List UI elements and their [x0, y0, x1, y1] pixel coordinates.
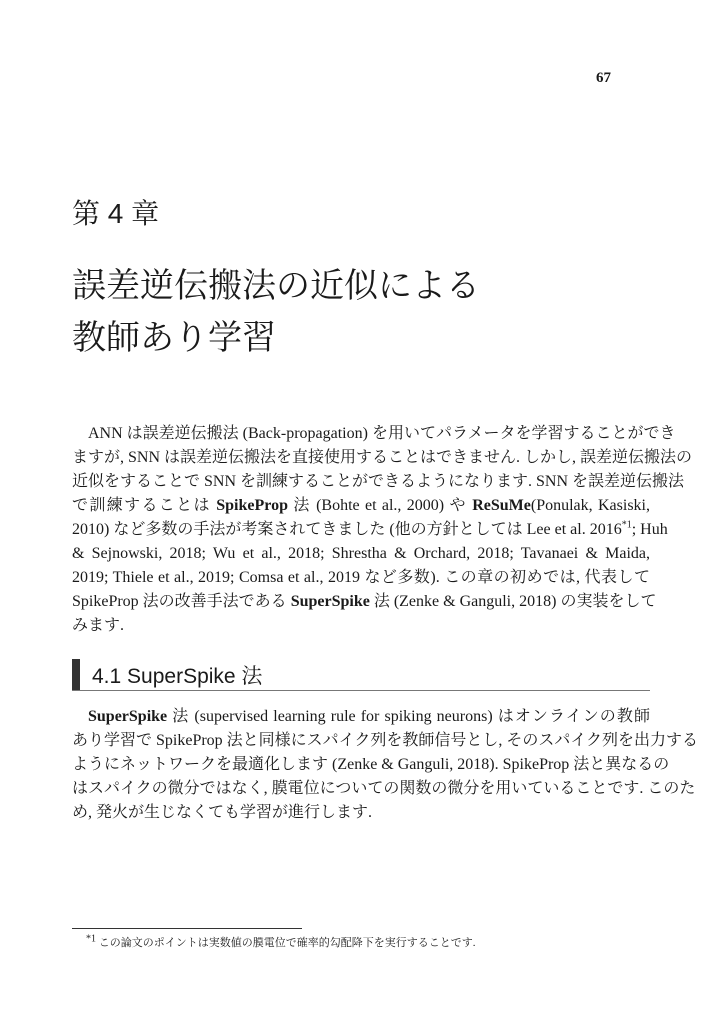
text-line — [72, 470, 685, 494]
text-segment: (Ponulak, Kasiski, — [530, 497, 650, 514]
text-segment: みます. — [72, 617, 125, 634]
text-segment: で訓練することは — [72, 497, 217, 514]
text-line — [72, 753, 670, 777]
bold-term: SpikeProp — [216, 497, 288, 514]
text-segment: 法 (Zenke & Ganguli, 2018) の実装をして — [369, 593, 657, 610]
section-heading: 4.1 SuperSpike 法 — [92, 665, 263, 688]
text-line — [72, 777, 696, 801]
text-line — [72, 494, 650, 518]
text-segment: ; Huh — [631, 521, 668, 538]
text-segment: ますが, SNN は誤差逆伝搬法を直接使用することはできません. しかし, 誤差逆伝搬法の — [72, 449, 693, 466]
chapter-title-line-2: 教師あり学習 — [72, 319, 276, 357]
text-line — [72, 446, 693, 470]
text-segment: 2019; Thiele et al., 2019; Comsa et al., 2019 など多数). この章の初めでは, 代表して — [72, 569, 650, 586]
text-segment: SpikeProp 法の改善手法である — [72, 593, 291, 610]
text-line — [72, 566, 650, 590]
text-line — [72, 729, 699, 753]
footnote-text: この論文のポイントは実数値の膜電位で確率的勾配降下を実行することです. — [96, 937, 476, 949]
text-line — [72, 801, 650, 825]
bold-term: ReSuMe — [472, 497, 531, 514]
footnote — [86, 934, 476, 950]
text-line — [72, 542, 650, 566]
bold-term: SuperSpike — [88, 708, 168, 725]
text-segment: め, 発火が生じなくても学習が進行します. — [72, 804, 373, 821]
text-segment: 2010) など多数の手法が考案されてきました (他の方針としては Lee et al. 2016 — [72, 521, 622, 538]
text-segment: ようにネットワークを最適化します (Zenke & Ganguli, 2018). SpikeProp 法と異なるの — [72, 756, 670, 773]
footnote-rule — [72, 928, 302, 929]
text-line — [72, 422, 676, 446]
footnote-mark: *1 — [86, 933, 96, 945]
text-segment: & Sejnowski, 2018; Wu et al., 2018; Shrestha & Orchard, 2018; Tavanaei & Maida, — [72, 545, 650, 562]
text-segment: はスパイクの微分ではなく, 膜電位についての関数の微分を用いていることです. このた — [72, 780, 696, 797]
text-line — [72, 705, 650, 729]
chapter-title-line-1: 誤差逆伝搬法の近似による — [72, 267, 480, 305]
text-line — [72, 590, 657, 614]
text-segment: 法 (supervised learning rule for spiking neurons) はオンラインの教師 — [167, 708, 650, 725]
section-marker-bar — [72, 659, 80, 691]
text-line — [72, 614, 650, 638]
bold-term: SuperSpike — [290, 593, 370, 610]
section-underline — [72, 690, 650, 691]
text-segment: あり学習で SpikeProp 法と同様にスパイク列を教師信号とし, そのスパイク列を出力する — [72, 732, 699, 749]
text-segment: ANN は誤差逆伝搬法 (Back-propagation) を用いてパラメータを学習することができ — [88, 425, 676, 442]
chapter-label: 第 4 章 — [72, 198, 160, 229]
text-segment: 法 (Bohte et al., 2000) や — [287, 497, 473, 514]
footnote-ref: *1 — [621, 519, 632, 531]
page-number: 67 — [596, 70, 611, 86]
text-line — [72, 518, 668, 542]
text-segment: 近似をすることで SNN を訓練することができるようになります. SNN を誤差逆伝搬法 — [72, 473, 685, 490]
